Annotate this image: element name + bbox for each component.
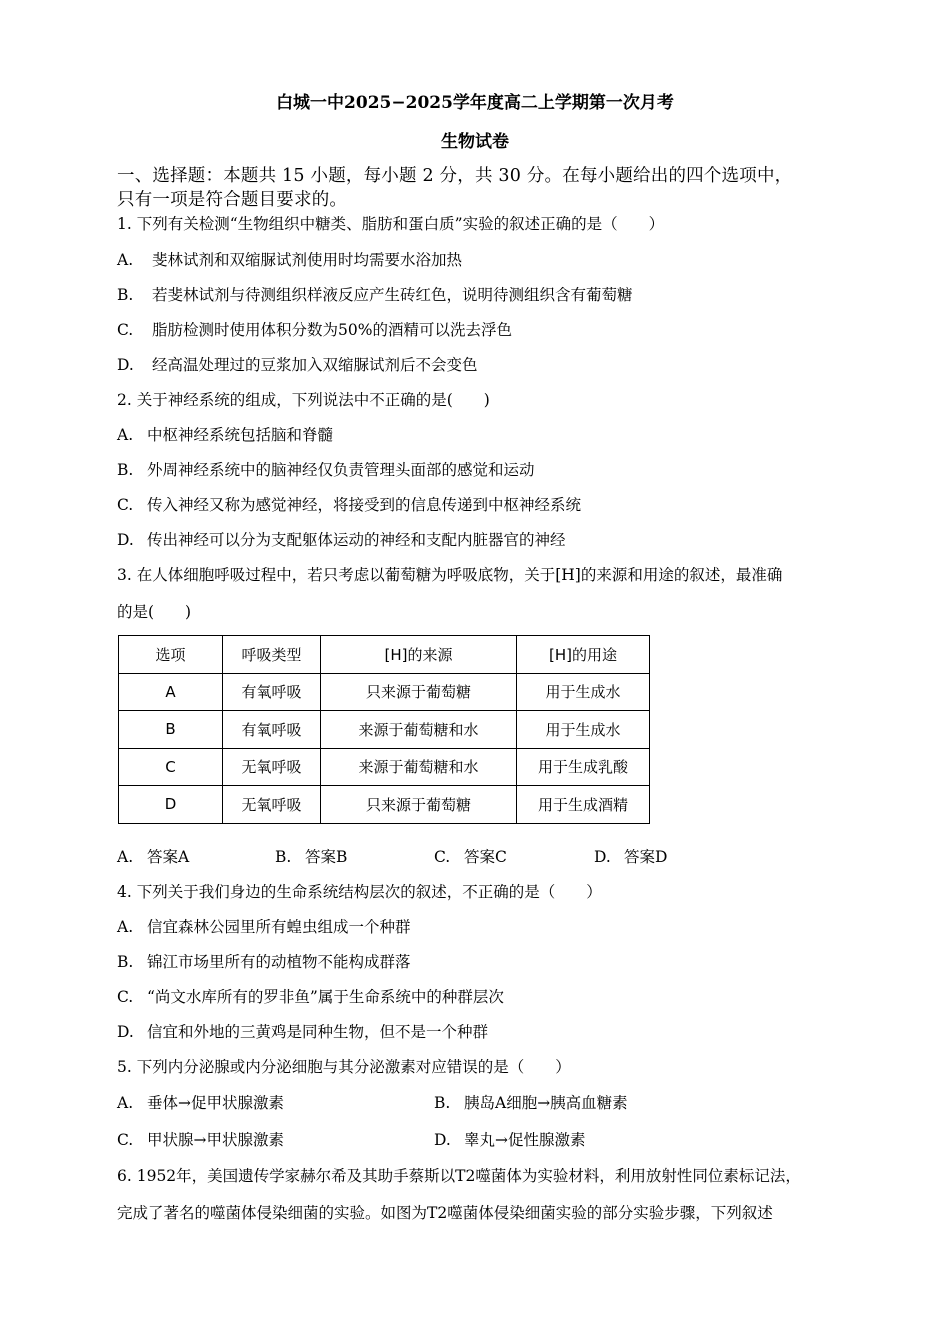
table-row <box>119 748 650 786</box>
option-label: B. <box>117 461 134 479</box>
question-3-option-c <box>434 845 507 867</box>
option-text: 中枢神经系统包括脑和脊髓 <box>147 426 334 444</box>
option-label: C. <box>117 321 134 339</box>
table-cell: 只来源于葡萄糖 <box>321 673 517 711</box>
option-label: B. <box>117 953 134 971</box>
table-cell: 有氧呼吸 <box>223 711 321 749</box>
option-text: 答案C <box>464 848 507 866</box>
question-6-stem-line1: 6. 1952年，美国遗传学家赫尔希及其助手蔡斯以T2噬菌体为实验材料，利用放射性同位素标记法， <box>117 1167 801 1185</box>
question-3-option-b <box>275 845 347 867</box>
table-cell: 用于生成水 <box>517 673 650 711</box>
table-cell: D <box>119 786 223 824</box>
question-2-option-b <box>117 458 535 480</box>
table-header-cell: [H]的来源 <box>321 636 517 674</box>
table-cell: C <box>119 748 223 786</box>
option-text: 信宜森林公园里所有蝗虫组成一个种群 <box>147 918 411 936</box>
question-4-option-d <box>117 1020 488 1042</box>
option-label: C. <box>117 988 134 1006</box>
question-2-option-c <box>117 493 581 515</box>
option-label: D. <box>594 848 611 866</box>
option-label: A. <box>117 848 134 866</box>
question-5-option-b <box>434 1091 628 1113</box>
exam-subtitle: 生物试卷 <box>441 132 509 152</box>
option-label: C. <box>434 848 451 866</box>
question-3-table <box>118 635 650 824</box>
option-text: 甲状腺→甲状腺激素 <box>147 1131 284 1149</box>
option-label: C. <box>117 496 134 514</box>
option-label: B. <box>434 1094 451 1112</box>
question-1-option-b <box>117 283 633 305</box>
question-1-option-a <box>117 248 462 270</box>
option-text: 外周神经系统中的脑神经仅负责管理头面部的感觉和运动 <box>147 461 535 479</box>
question-3-option-d <box>594 845 667 867</box>
question-1-stem: 1. 下列有关检测“生物组织中糖类、脂肪和蛋白质”实验的叙述正确的是（ ） <box>117 215 665 233</box>
option-text: 胰岛A细胞→胰高血糖素 <box>464 1094 628 1112</box>
table-cell: 来源于葡萄糖和水 <box>321 711 517 749</box>
option-label: A. <box>117 426 134 444</box>
question-5-stem: 5. 下列内分泌腺或内分泌细胞与其分泌激素对应错误的是（ ） <box>117 1058 571 1076</box>
option-text: 答案B <box>305 848 348 866</box>
question-4-stem: 4. 下列关于我们身边的生命系统结构层次的叙述，不正确的是（ ） <box>117 883 602 901</box>
table-header-cell: 呼吸类型 <box>223 636 321 674</box>
table-cell: 无氧呼吸 <box>223 748 321 786</box>
table-row <box>119 786 650 824</box>
option-text: 传出神经可以分为支配躯体运动的神经和支配内脏器官的神经 <box>147 531 566 549</box>
option-text: 锦江市场里所有的动植物不能构成群落 <box>147 953 411 971</box>
table-cell: 来源于葡萄糖和水 <box>321 748 517 786</box>
option-text: 斐林试剂和双缩脲试剂使用时均需要水浴加热 <box>152 251 463 269</box>
question-5-option-c <box>117 1128 284 1150</box>
option-text: 垂体→促甲状腺激素 <box>147 1094 284 1112</box>
table-header-row <box>119 636 650 674</box>
question-2-option-d <box>117 528 566 550</box>
option-label: C. <box>117 1131 134 1149</box>
option-text: 经高温处理过的豆浆加入双缩脲试剂后不会变色 <box>152 356 478 374</box>
question-3-stem-line2: 的是( ) <box>117 603 192 621</box>
option-text: 睾丸→促性腺激素 <box>464 1131 586 1149</box>
option-label: D. <box>117 531 134 549</box>
section-instruction-line2: 只有一项是符合题目要求的。 <box>117 190 348 210</box>
option-label: D. <box>117 1023 134 1041</box>
exam-title: 白城一中2025−2025学年度高二上学期第一次月考 <box>276 93 674 113</box>
table-cell: B <box>119 711 223 749</box>
option-label: D. <box>117 356 134 374</box>
table-cell: 只来源于葡萄糖 <box>321 786 517 824</box>
question-1-option-c <box>117 318 512 340</box>
table-cell: 用于生成水 <box>517 711 650 749</box>
option-label: A. <box>117 918 134 936</box>
option-label: B. <box>117 286 134 304</box>
table-cell: A <box>119 673 223 711</box>
option-label: A. <box>117 1094 134 1112</box>
question-4-option-c <box>117 985 504 1007</box>
question-3-stem-line1: 3. 在人体细胞呼吸过程中，若只考虑以葡萄糖为呼吸底物，关于[H]的来源和用途的叙述，最准确 <box>117 566 783 584</box>
question-1-option-d <box>117 353 478 375</box>
option-text: 传入神经又称为感觉神经，将接受到的信息传递到中枢神经系统 <box>147 496 582 514</box>
option-text: 脂肪检测时使用体积分数为50%的酒精可以洗去浮色 <box>152 321 512 339</box>
table-cell: 用于生成酒精 <box>517 786 650 824</box>
question-5-option-d <box>434 1128 586 1150</box>
option-label: D. <box>434 1131 451 1149</box>
section-instruction-line1: 一、选择题：本题共 15 小题，每小题 2 分，共 30 分。在每小题给出的四个选项中， <box>117 166 793 186</box>
table-header-cell: [H]的用途 <box>517 636 650 674</box>
option-label: B. <box>275 848 292 866</box>
question-5-option-a <box>117 1091 284 1113</box>
question-2-stem: 2. 关于神经系统的组成，下列说法中不正确的是( ) <box>117 391 490 409</box>
table-cell: 无氧呼吸 <box>223 786 321 824</box>
table-cell: 有氧呼吸 <box>223 673 321 711</box>
option-text: 信宜和外地的三黄鸡是同种生物，但不是一个种群 <box>147 1023 489 1041</box>
option-text: 答案A <box>147 848 190 866</box>
option-text: 若斐林试剂与待测组织样液反应产生砖红色，说明待测组织含有葡萄糖 <box>152 286 633 304</box>
table-row <box>119 673 650 711</box>
question-4-option-b <box>117 950 411 972</box>
table-row <box>119 711 650 749</box>
question-4-option-a <box>117 915 411 937</box>
question-3-option-a <box>117 845 189 867</box>
question-2-option-a <box>117 423 333 445</box>
option-text: “尚文水库所有的罗非鱼”属于生命系统中的种群层次 <box>147 988 504 1006</box>
question-6-stem-line2: 完成了著名的噬菌体侵染细菌的实验。如图为T2噬菌体侵染细菌实验的部分实验步骤，下列叙述 <box>117 1204 773 1222</box>
table-header-cell: 选项 <box>119 636 223 674</box>
option-label: A. <box>117 251 134 269</box>
option-text: 答案D <box>624 848 668 866</box>
table-cell: 用于生成乳酸 <box>517 748 650 786</box>
